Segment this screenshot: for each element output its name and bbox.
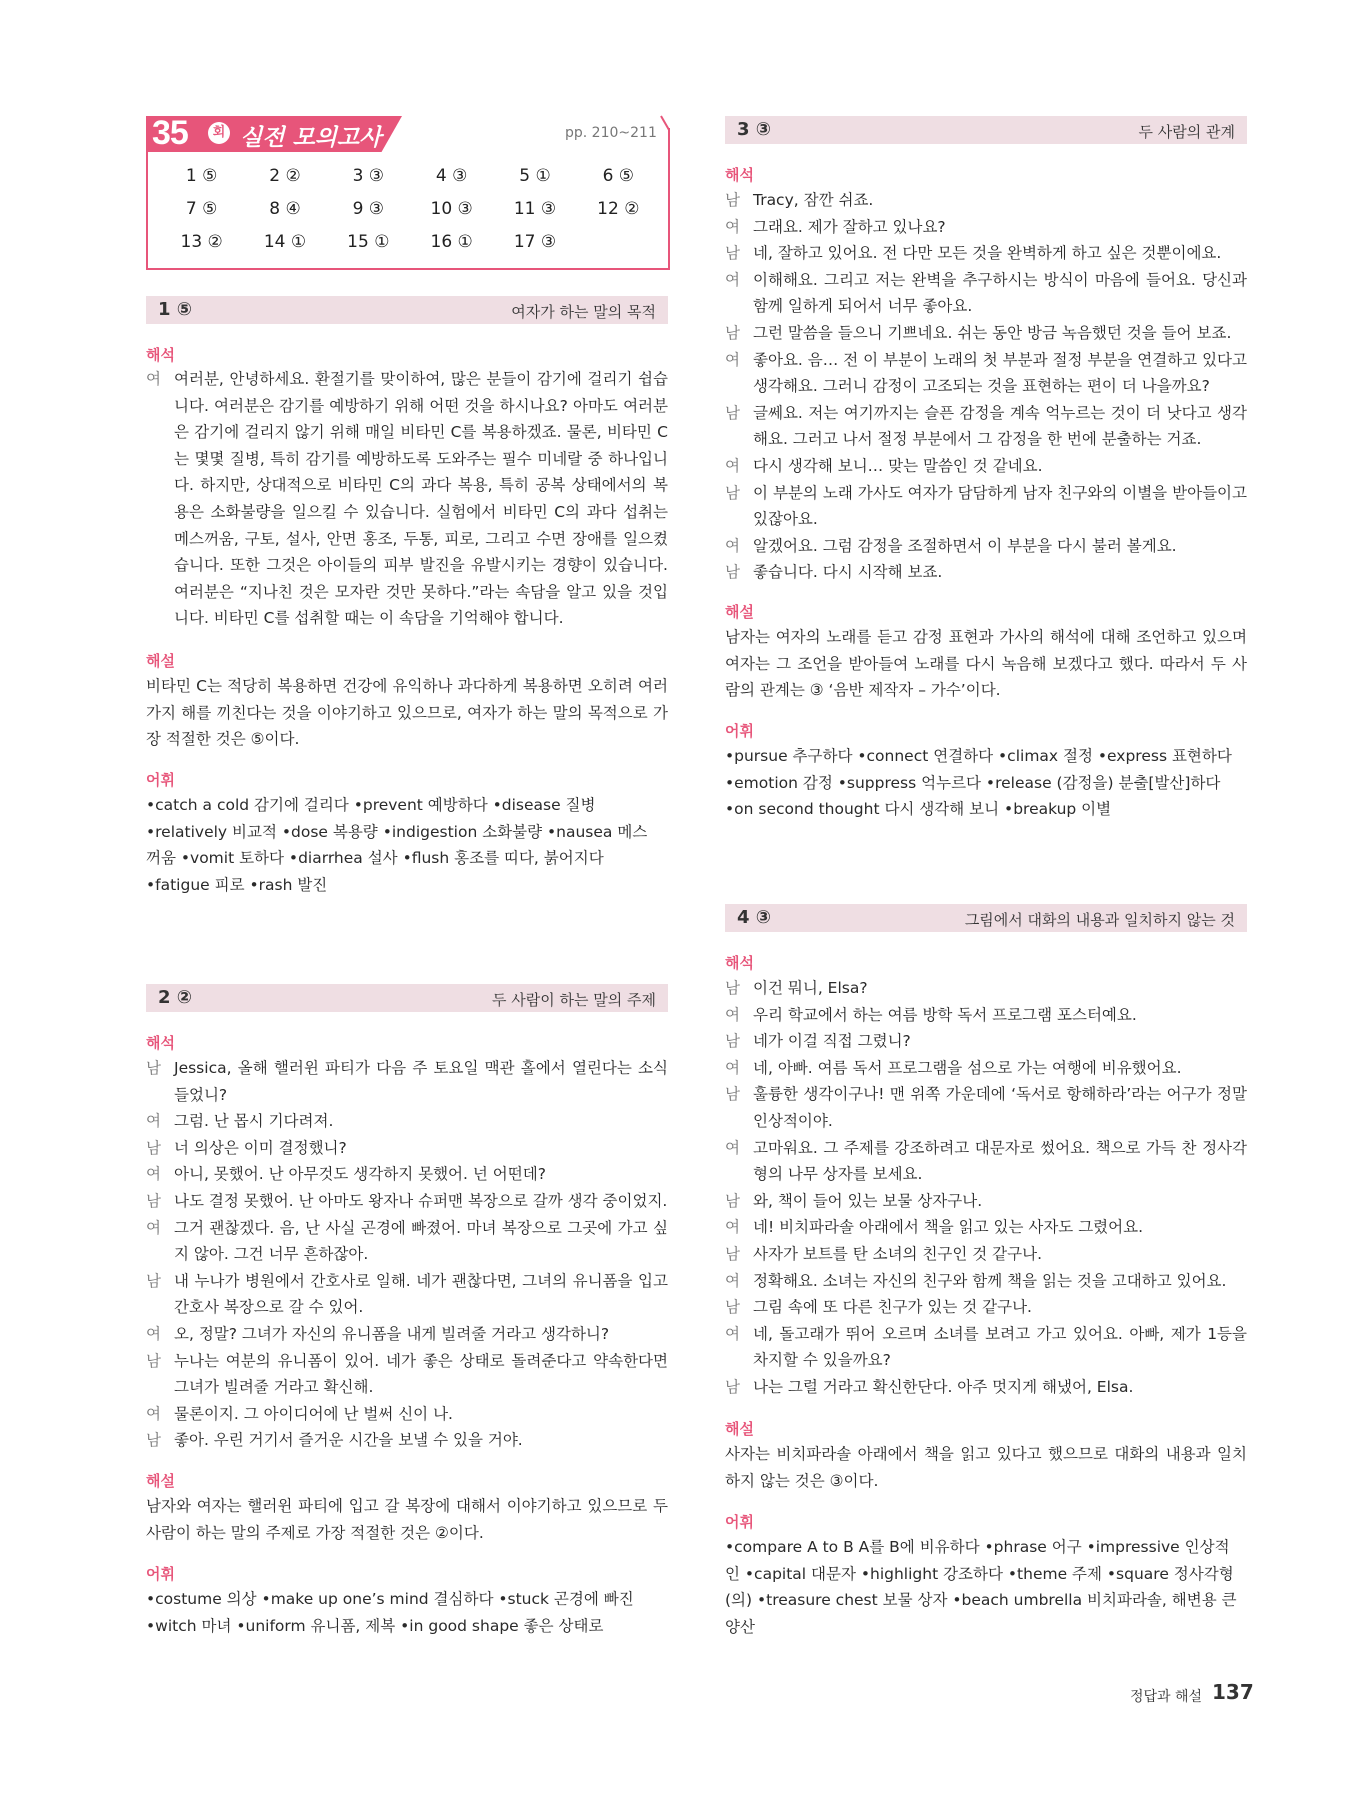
dialogue-line [146, 1427, 668, 1454]
speaker: 여 [725, 1324, 740, 1343]
speaker: 남 [725, 483, 740, 502]
speaker: 남 [146, 1191, 161, 1210]
dialogue-line [725, 1055, 1247, 1082]
line-text: 고마워요. 그 주제를 강조하려고 대문자로 썼어요. 책으로 가득 찬 정사각형의 나무 상자를 보세요. [753, 1138, 1247, 1184]
speaker: 남 [725, 1244, 740, 1263]
speaker: 남 [146, 1138, 161, 1157]
speaker: 남 [725, 563, 740, 582]
speaker: 여 [725, 1138, 740, 1157]
dialogue-line [725, 240, 1247, 267]
speaker: 여 [725, 1271, 740, 1290]
footer-label: 정답과 해설 [1130, 1689, 1203, 1705]
dialogue-line [725, 1374, 1247, 1401]
speaker: 여 [146, 370, 161, 388]
answer-cell: 4 ③ [435, 166, 468, 186]
answer-cell: 8 ④ [269, 199, 301, 219]
dialogue-line [725, 400, 1247, 453]
line-text: 물론이지. 그 아이디어에 난 벌써 신이 나. [174, 1404, 453, 1423]
question-header-1 [146, 296, 668, 324]
page-reference: pp. 210~211 [565, 125, 657, 141]
line-text: 와, 책이 들어 있는 보물 상자구나. [753, 1191, 983, 1210]
line-text: 그거 괜찮겠다. 음, 난 사실 곤경에 빠졌어. 마녀 복장으로 그곳에 가고 싶지 않아. 그건 너무 흔하잖아. [174, 1218, 668, 1264]
dialogue-line [725, 453, 1247, 480]
translation-label: 해석 [146, 346, 175, 364]
line-text: Tracy, 잠깐 쉬죠. [753, 191, 874, 209]
speaker: 여 [725, 350, 740, 369]
line-text: 훌륭한 생각이구나! 맨 위쪽 가운데에 ‘독서로 항해하라’라는 어구가 정말 인상적이야. [753, 1085, 1247, 1130]
dialogue-line [725, 187, 1247, 214]
q3-dialogue [725, 187, 1247, 586]
answer-cell: 16 ① [430, 232, 473, 252]
question-topic: 그림에서 대화의 내용과 일치하지 않는 것 [964, 911, 1235, 929]
dialogue-line [725, 214, 1247, 241]
line-text: 네, 돌고래가 뛰어 오르며 소녀를 보려고 가고 있어요. 아빠, 제가 1등을 차지할 수 있을까요? [753, 1324, 1247, 1370]
vocab-line: •relatively 비교적 •dose 복용량 •indigestion 소화불량 •nausea 메스 [146, 822, 648, 841]
line-text: 다시 생각해 보니… 맞는 말씀인 것 같네요. [753, 456, 1043, 475]
dialogue-line [146, 1135, 668, 1162]
speaker: 남 [146, 1059, 161, 1077]
question-topic: 두 사람의 관계 [1138, 123, 1235, 141]
line-text: 글쎄요. 저는 여기까지는 슬픈 감정을 계속 억누르는 것이 더 낫다고 생각해요. 그러고 나서 절정 부분에서 그 감정을 한 번에 분출하는 거죠. [753, 403, 1247, 449]
speaker: 여 [725, 217, 740, 236]
explanation-label: 해설 [725, 603, 754, 621]
dialogue-line [146, 1161, 668, 1188]
vocab-line: •pursue 추구하다 •connect 연결하다 •climax 절정 •express 표현하다 [725, 747, 1232, 765]
q2-vocab [146, 1586, 672, 1639]
q4-vocab [725, 1534, 1251, 1640]
speaker: 여 [146, 1324, 161, 1343]
line-text: 네, 잘하고 있어요. 전 다만 모든 것을 완벽하게 하고 싶은 것뿐이에요. [753, 244, 1222, 263]
explanation-label: 해설 [146, 1472, 175, 1490]
line-text: 나는 그럴 거라고 확신한단다. 아주 멋지게 해냈어, Elsa. [753, 1377, 1134, 1396]
line-text: Jessica, 올해 핼러윈 파티가 다음 주 토요일 맥관 홀에서 열린다는 소식 들었니? [174, 1059, 668, 1104]
line-text: 좋습니다. 다시 시작해 보죠. [753, 563, 943, 582]
line-text: 내 누나가 병원에서 간호사로 일해. 네가 괜찮다면, 그녀의 유니폼을 입고 간호사 복장으로 갈 수 있어. [174, 1271, 668, 1317]
line-text: 좋아요. 음… 전 이 부분이 노래의 첫 부분과 절정 부분을 연결하고 있다고 생각해요. 그러니 감정이 고조되는 것을 표현하는 편이 더 나을까요? [753, 350, 1247, 396]
explanation-label: 해설 [146, 652, 175, 670]
dialogue-line [725, 267, 1247, 320]
dialogue-line [146, 1055, 668, 1108]
speaker: 남 [725, 1085, 740, 1104]
q4-explanation: 사자는 비치파라솔 아래에서 책을 읽고 있다고 했으므로 대화의 내용과 일치하지 않는 것은 ③이다. [725, 1445, 1247, 1490]
speaker: 남 [725, 1191, 740, 1210]
line-text: 그런 말씀을 들으니 기쁘네요. 쉬는 동안 방금 녹음했던 것을 들어 보죠. [753, 323, 1232, 342]
vocab-line: •costume 의상 •make up one’s mind 결심하다 •stuck 곤경에 빠진 [146, 1590, 634, 1608]
speaker: 남 [725, 1298, 740, 1317]
line-text: 네! 비치파라솔 아래에서 책을 읽고 있는 사자도 그렸어요. [753, 1218, 1144, 1237]
question-number: 3 ③ [737, 119, 772, 140]
dialogue-line [725, 1028, 1247, 1055]
dialogue-line [725, 1188, 1247, 1215]
answer-cell: 12 ② [597, 199, 640, 219]
question-header-4 [725, 904, 1247, 932]
speaker: 남 [146, 1271, 161, 1290]
explanation-label: 해설 [725, 1420, 754, 1438]
speaker: 남 [725, 1032, 740, 1051]
question-header-2 [146, 984, 668, 1012]
page-number: 137 [1212, 1680, 1254, 1704]
question-topic: 여자가 하는 말의 목적 [511, 303, 656, 321]
answer-row [160, 199, 660, 232]
speaker: 여 [725, 536, 740, 555]
line-text: 그림 속에 또 다른 친구가 있는 것 같구나. [753, 1298, 1032, 1317]
vocab-line: •witch 마녀 •uniform 유니폼, 제복 •in good shape 좋은 상태로 [146, 1616, 604, 1635]
answer-cell: 9 ③ [352, 199, 385, 219]
vocab-line: •fatigue 피로 •rash 발진 [146, 875, 328, 894]
speaker: 남 [725, 244, 740, 263]
line-text: 너 의상은 이미 결정했니? [174, 1138, 347, 1157]
speaker: 여 [725, 1005, 740, 1024]
speaker: 여 [725, 1058, 740, 1077]
dialogue-line [146, 1321, 668, 1348]
dialogue-line [146, 1348, 668, 1401]
translation-label: 해석 [725, 954, 754, 972]
speaker: 여 [725, 270, 740, 289]
dialogue-line [725, 320, 1247, 347]
answer-cell: 13 ② [180, 232, 223, 252]
speaker: 여 [725, 456, 740, 475]
line-text: 누나는 여분의 유니폼이 있어. 네가 좋은 상태로 돌려준다고 약속한다면 그녀가 빌려줄 거라고 확신해. [174, 1351, 668, 1397]
question-number: 4 ③ [737, 907, 772, 928]
line-text: 정확해요. 소녀는 자신의 친구와 함께 책을 읽는 것을 고대하고 있어요. [753, 1271, 1227, 1290]
dialogue-line [725, 559, 1247, 586]
speaker: 남 [725, 979, 740, 997]
line-text: 아니, 못했어. 난 아무것도 생각하지 못했어. 넌 어떤데? [174, 1165, 546, 1184]
dialogue-line [146, 1188, 668, 1215]
dialogue-line [725, 975, 1247, 1002]
dialogue-line [146, 1215, 668, 1268]
q2-dialogue [146, 1055, 668, 1454]
answer-cell: 1 ⑤ [185, 166, 218, 186]
answer-row [160, 166, 660, 199]
answer-box-border-bottom [146, 268, 668, 270]
question-topic: 두 사람이 하는 말의 주제 [492, 991, 656, 1009]
answer-cell: 7 ⑤ [185, 199, 218, 219]
line-text: 알겠어요. 그럼 감정을 조절하면서 이 부분을 다시 불러 볼게요. [753, 536, 1177, 555]
line-text: 사자가 보트를 탄 소녀의 친구인 것 같구나. [753, 1244, 1043, 1263]
line-text: 나도 결정 못했어. 난 아마도 왕자나 슈퍼맨 복장으로 갈까 생각 중이었지. [174, 1191, 668, 1210]
line-text: 이 부분의 노래 가사도 여자가 담담하게 남자 친구와의 이별을 받아들이고 있잖아요. [753, 483, 1247, 529]
translation-label: 해석 [146, 1034, 175, 1052]
q1-explanation: 비타민 C는 적당히 복용하면 건강에 유익하나 과다하게 복용하면 오히려 여러 가지 해를 끼친다는 것을 이야기하고 있으므로, 여자가 하는 말의 목적으로 가장 적절한 것은 ⑤이다. [146, 677, 668, 749]
line-text: 오, 정말? 그녀가 자신의 유니폼을 내게 빌려줄 거라고 생각하니? [174, 1324, 610, 1343]
answer-grid [160, 166, 660, 265]
speaker: 여 [146, 1165, 161, 1184]
line-text: 우리 학교에서 하는 여름 방학 독서 프로그램 포스터예요. [753, 1005, 1137, 1024]
q3-explanation: 남자는 여자의 노래를 듣고 감정 표현과 가사의 해석에 대해 조언하고 있으며 여자는 그 조언을 받아들여 노래를 다시 녹음해 보겠다고 했다. 따라서 두 사람의 관계는 ③ ‘음반 제작자 – 가수’이다. [725, 628, 1247, 700]
dialogue-line [146, 1401, 668, 1428]
dialogue-line [725, 1214, 1247, 1241]
answer-row [160, 232, 660, 265]
vocab-line: •catch a cold 감기에 걸리다 •prevent 예방하다 •disease 질병 [146, 796, 596, 814]
dialogue-line [725, 533, 1247, 560]
answer-cell: 14 ① [263, 232, 307, 252]
answer-cell: 15 ① [347, 232, 390, 252]
test-title: 실전 모의고사 [240, 125, 382, 151]
test-round-badge: 회 [208, 122, 230, 144]
answer-cell: 17 ③ [513, 232, 557, 252]
dialogue-line [725, 347, 1247, 400]
speaker: 남 [146, 1431, 161, 1450]
dialogue-line [725, 480, 1247, 533]
line-text: 네가 이걸 직접 그렸니? [753, 1032, 911, 1051]
speaker: 남 [146, 1351, 161, 1370]
answer-cell: 3 ③ [352, 166, 385, 186]
vocab-line: •emotion 감정 •suppress 억누르다 •release (감정을) 분출[발산]하다 [725, 773, 1221, 792]
question-number: 1 ⑤ [158, 299, 193, 320]
speaker: 남 [725, 191, 740, 209]
line-text: 그럼. 난 몹시 기다려져. [174, 1112, 334, 1131]
answer-box-border-right [668, 128, 670, 270]
speaker: 여 [725, 1218, 740, 1237]
translation-label: 해석 [725, 166, 754, 184]
q3-vocab [725, 743, 1251, 823]
line-text: 이건 뭐니, Elsa? [753, 979, 868, 997]
speaker: 여 [146, 1112, 161, 1131]
question-number: 2 ② [158, 987, 193, 1008]
speaker: 남 [725, 403, 740, 422]
speaker: 여 [146, 1218, 161, 1237]
q4-dialogue [725, 975, 1247, 1401]
answer-cell: 10 ③ [430, 199, 473, 219]
dialogue-line [725, 1241, 1247, 1268]
line-text: 그래요. 제가 잘하고 있나요? [753, 217, 946, 236]
vocab-label: 어휘 [725, 722, 754, 740]
vocab-line: (의) •treasure chest 보물 상자 •beach umbrella 비치파라솔, 해변용 큰 [725, 1591, 1237, 1610]
question-header-3 [725, 116, 1247, 144]
dialogue-line [725, 1321, 1247, 1374]
dialogue-line [725, 1002, 1247, 1029]
q1-vocab [146, 792, 672, 898]
vocab-label: 어휘 [146, 1565, 175, 1583]
vocab-label: 어휘 [146, 771, 175, 789]
dialogue-line [725, 1268, 1247, 1295]
answer-cell: 6 ⑤ [602, 166, 635, 186]
answer-cell [577, 232, 660, 265]
vocab-line: •on second thought 다시 생각해 보니 •breakup 이별 [725, 800, 1112, 819]
answer-cell: 11 ③ [513, 199, 557, 219]
q1-monologue [146, 366, 668, 632]
dialogue-line [146, 1108, 668, 1135]
vocab-line: •compare A to B A를 B에 비유하다 •phrase 어구 •impressive 인상적 [725, 1538, 1230, 1556]
vocab-label: 어휘 [725, 1513, 754, 1531]
dialogue-line [725, 1135, 1247, 1188]
line-text: 네, 아빠. 여름 독서 프로그램을 섬으로 가는 여행에 비유했어요. [753, 1058, 1182, 1077]
test-number: 35 [152, 114, 188, 152]
answer-cell: 2 ② [269, 166, 301, 186]
vocab-line: 꺼움 •vomit 토하다 •diarrhea 설사 •flush 홍조를 띠다, 붉어지다 [146, 849, 604, 868]
q2-explanation: 남자와 여자는 핼러윈 파티에 입고 갈 복장에 대해서 이야기하고 있으므로 두 사람이 하는 말의 주제로 가장 적절한 것은 ②이다. [146, 1497, 668, 1542]
answer-box-corner [660, 116, 670, 131]
dialogue-line [146, 1268, 668, 1321]
line-text: 이해해요. 그리고 저는 완벽을 추구하시는 방식이 마음에 들어요. 당신과 함께 일하게 되어서 너무 좋아요. [753, 270, 1247, 316]
monologue-text: 여러분, 안녕하세요. 환절기를 맞이하여, 많은 분들이 감기에 걸리기 쉽습니다. 여러분은 감기를 예방하기 위해 어떤 것을 하시나요? 아마도 여러분은 감기에 걸리지 않기 위해 매일 비타민 C를 복용하겠죠. 물론, 비타민 C는 몇몇 질병, 특히 감기를 예방하도록 도와주는 필수 미네랄 중 하나입니다. 하지만, 상대적으로 비타민 C의 과다 복용, 특히 공복 상태에서의 복용은 소화불량을 일으킬 수 있습니다. 실험에서 비타민 C의 과다 섭취는 메스꺼움, 구토, 설사, 안면 홍조, 두통, 피로, 그리고 수면 장애를 일으켰습니다. 또한 그것은 아이들의 피부 발진을 유발시키는 경향이 있습니다. 여러분은 “지나친 것은 모자란 것만 못하다.”라는 속담을 알고 있을 것입니다. 비타민 C를 섭취할 때는 이 속담을 기억해야 합니다. [174, 370, 668, 628]
answer-cell: 5 ① [519, 166, 551, 186]
dialogue-line [725, 1081, 1247, 1134]
speaker: 남 [725, 323, 740, 342]
speaker: 여 [146, 1404, 161, 1423]
vocab-line: 인 •capital 대문자 •highlight 강조하다 •theme 주제 •square 정사각형 [725, 1564, 1234, 1583]
speaker: 남 [725, 1377, 740, 1396]
line-text: 좋아. 우린 거기서 즐거운 시간을 보낼 수 있을 거야. [174, 1431, 523, 1450]
vocab-line: 양산 [725, 1617, 755, 1636]
dialogue-line [725, 1294, 1247, 1321]
